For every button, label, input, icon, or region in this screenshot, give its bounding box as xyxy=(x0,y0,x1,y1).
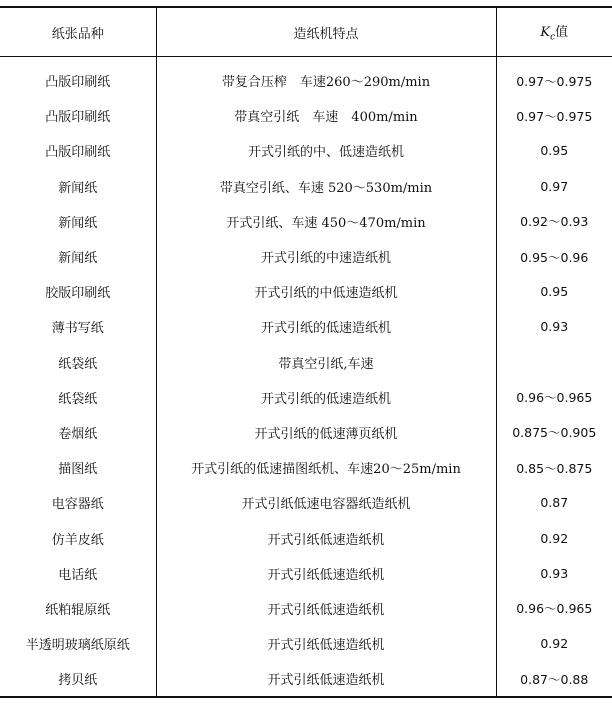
machine-feature-cell: 带真空引纸,车速 xyxy=(156,345,496,380)
paper-type-cell: 纸粕辊原纸 xyxy=(0,591,156,626)
machine-feature-cell: 开式引纸的低速造纸机 xyxy=(156,380,496,415)
table-row xyxy=(0,415,612,450)
paper-type-cell: 薄书写纸 xyxy=(0,309,156,344)
paper-type-cell: 描图纸 xyxy=(0,450,156,485)
machine-feature-cell: 开式引纸低速造纸机 xyxy=(156,591,496,626)
kc-suffix: 值 xyxy=(555,25,569,41)
machine-feature-cell: 带真空引纸 车速 400m/min xyxy=(156,98,496,133)
kc-value-cell: 0.875～0.905 xyxy=(512,425,597,441)
table-row xyxy=(0,450,612,485)
paper-type-cell: 新闻纸 xyxy=(0,204,156,239)
paper-type-cell: 卷烟纸 xyxy=(0,415,156,450)
table-header xyxy=(0,7,612,57)
paper-type-cell: 仿羊皮纸 xyxy=(0,520,156,555)
header-paper-type: 纸张品种 xyxy=(0,7,156,57)
paper-type-cell: 新闻纸 xyxy=(0,169,156,204)
paper-type-cell: 凸版印刷纸 xyxy=(0,98,156,133)
machine-feature-cell: 开式引纸的中、低速造纸机 xyxy=(156,133,496,168)
table-row xyxy=(0,204,612,239)
kc-value-cell: 0.92～0.93 xyxy=(520,214,589,230)
table-row xyxy=(0,345,612,380)
kc-value-cell xyxy=(496,345,612,380)
kc-value-cell: 0.95～0.96 xyxy=(520,249,589,265)
kc-value-cell: 0.93 xyxy=(540,565,569,581)
table-row xyxy=(0,591,612,626)
kc-symbol: $K_c$ xyxy=(540,25,556,43)
kc-value-table xyxy=(0,6,612,698)
machine-feature-cell: 带复合压榨 车速260～290m/min xyxy=(156,57,496,99)
machine-feature-cell: 开式引纸的低速薄页纸机 xyxy=(156,415,496,450)
table-row xyxy=(0,380,612,415)
machine-feature-cell: 开式引纸的中低速造纸机 xyxy=(156,274,496,309)
table-row xyxy=(0,239,612,274)
paper-type-cell: 电容器纸 xyxy=(0,485,156,520)
machine-feature-cell: 开式引纸低速造纸机 xyxy=(156,661,496,697)
machine-feature-cell: 开式引纸低速造纸机 xyxy=(156,556,496,591)
table-row xyxy=(0,98,612,133)
paper-type-cell: 纸袋纸 xyxy=(0,345,156,380)
table-row xyxy=(0,57,612,99)
kc-value-cell: 0.97～0.975 xyxy=(516,73,593,89)
paper-type-cell: 拷贝纸 xyxy=(0,661,156,697)
kc-value-cell: 0.85～0.875 xyxy=(516,460,593,476)
kc-value-cell: 0.96～0.965 xyxy=(516,601,593,617)
table-row xyxy=(0,133,612,168)
table-row xyxy=(0,309,612,344)
paper-type-cell: 纸袋纸 xyxy=(0,380,156,415)
paper-type-cell: 凸版印刷纸 xyxy=(0,133,156,168)
kc-value-cell: 0.97～0.975 xyxy=(516,108,593,124)
paper-type-cell: 电话纸 xyxy=(0,556,156,591)
header-machine-feature: 造纸机特点 xyxy=(156,7,496,57)
kc-value-cell: 0.93 xyxy=(540,319,569,335)
kc-value-cell: 0.92 xyxy=(540,530,569,546)
header-kc-value xyxy=(496,7,612,57)
table-body xyxy=(0,57,612,698)
kc-value-cell: 0.87～0.88 xyxy=(496,661,612,697)
machine-feature-cell: 开式引纸、车速 450～470m/min xyxy=(156,204,496,239)
paper-type-cell: 胶版印刷纸 xyxy=(0,274,156,309)
kc-value-cell: 0.97 xyxy=(540,178,569,194)
kc-value-table-container xyxy=(0,6,612,698)
kc-value-cell: 0.95 xyxy=(540,284,569,300)
table-row xyxy=(0,626,612,661)
table-row xyxy=(0,485,612,520)
table-row xyxy=(0,661,612,697)
table-row xyxy=(0,556,612,591)
kc-value-cell: 0.92 xyxy=(540,636,569,652)
table-row xyxy=(0,274,612,309)
machine-feature-cell: 开式引纸的低速造纸机 xyxy=(156,309,496,344)
table-row xyxy=(0,169,612,204)
table-row xyxy=(0,520,612,555)
machine-feature-cell: 开式引纸的低速描图纸机、车速20～25m/min xyxy=(156,450,496,485)
kc-value-cell: 0.96～0.965 xyxy=(516,390,593,406)
header-row xyxy=(0,7,612,57)
kc-value-cell: 0.95 xyxy=(540,143,569,159)
paper-type-cell: 半透明玻璃纸原纸 xyxy=(0,626,156,661)
machine-feature-cell: 开式引纸低速造纸机 xyxy=(156,626,496,661)
kc-value-cell: 0.87 xyxy=(540,495,569,511)
machine-feature-cell: 开式引纸低速电容器纸造纸机 xyxy=(156,485,496,520)
paper-type-cell: 新闻纸 xyxy=(0,239,156,274)
machine-feature-cell: 带真空引纸、车速 520～530m/min xyxy=(156,169,496,204)
paper-type-cell: 凸版印刷纸 xyxy=(0,57,156,99)
machine-feature-cell: 开式引纸低速造纸机 xyxy=(156,520,496,555)
machine-feature-cell: 开式引纸的中速造纸机 xyxy=(156,239,496,274)
